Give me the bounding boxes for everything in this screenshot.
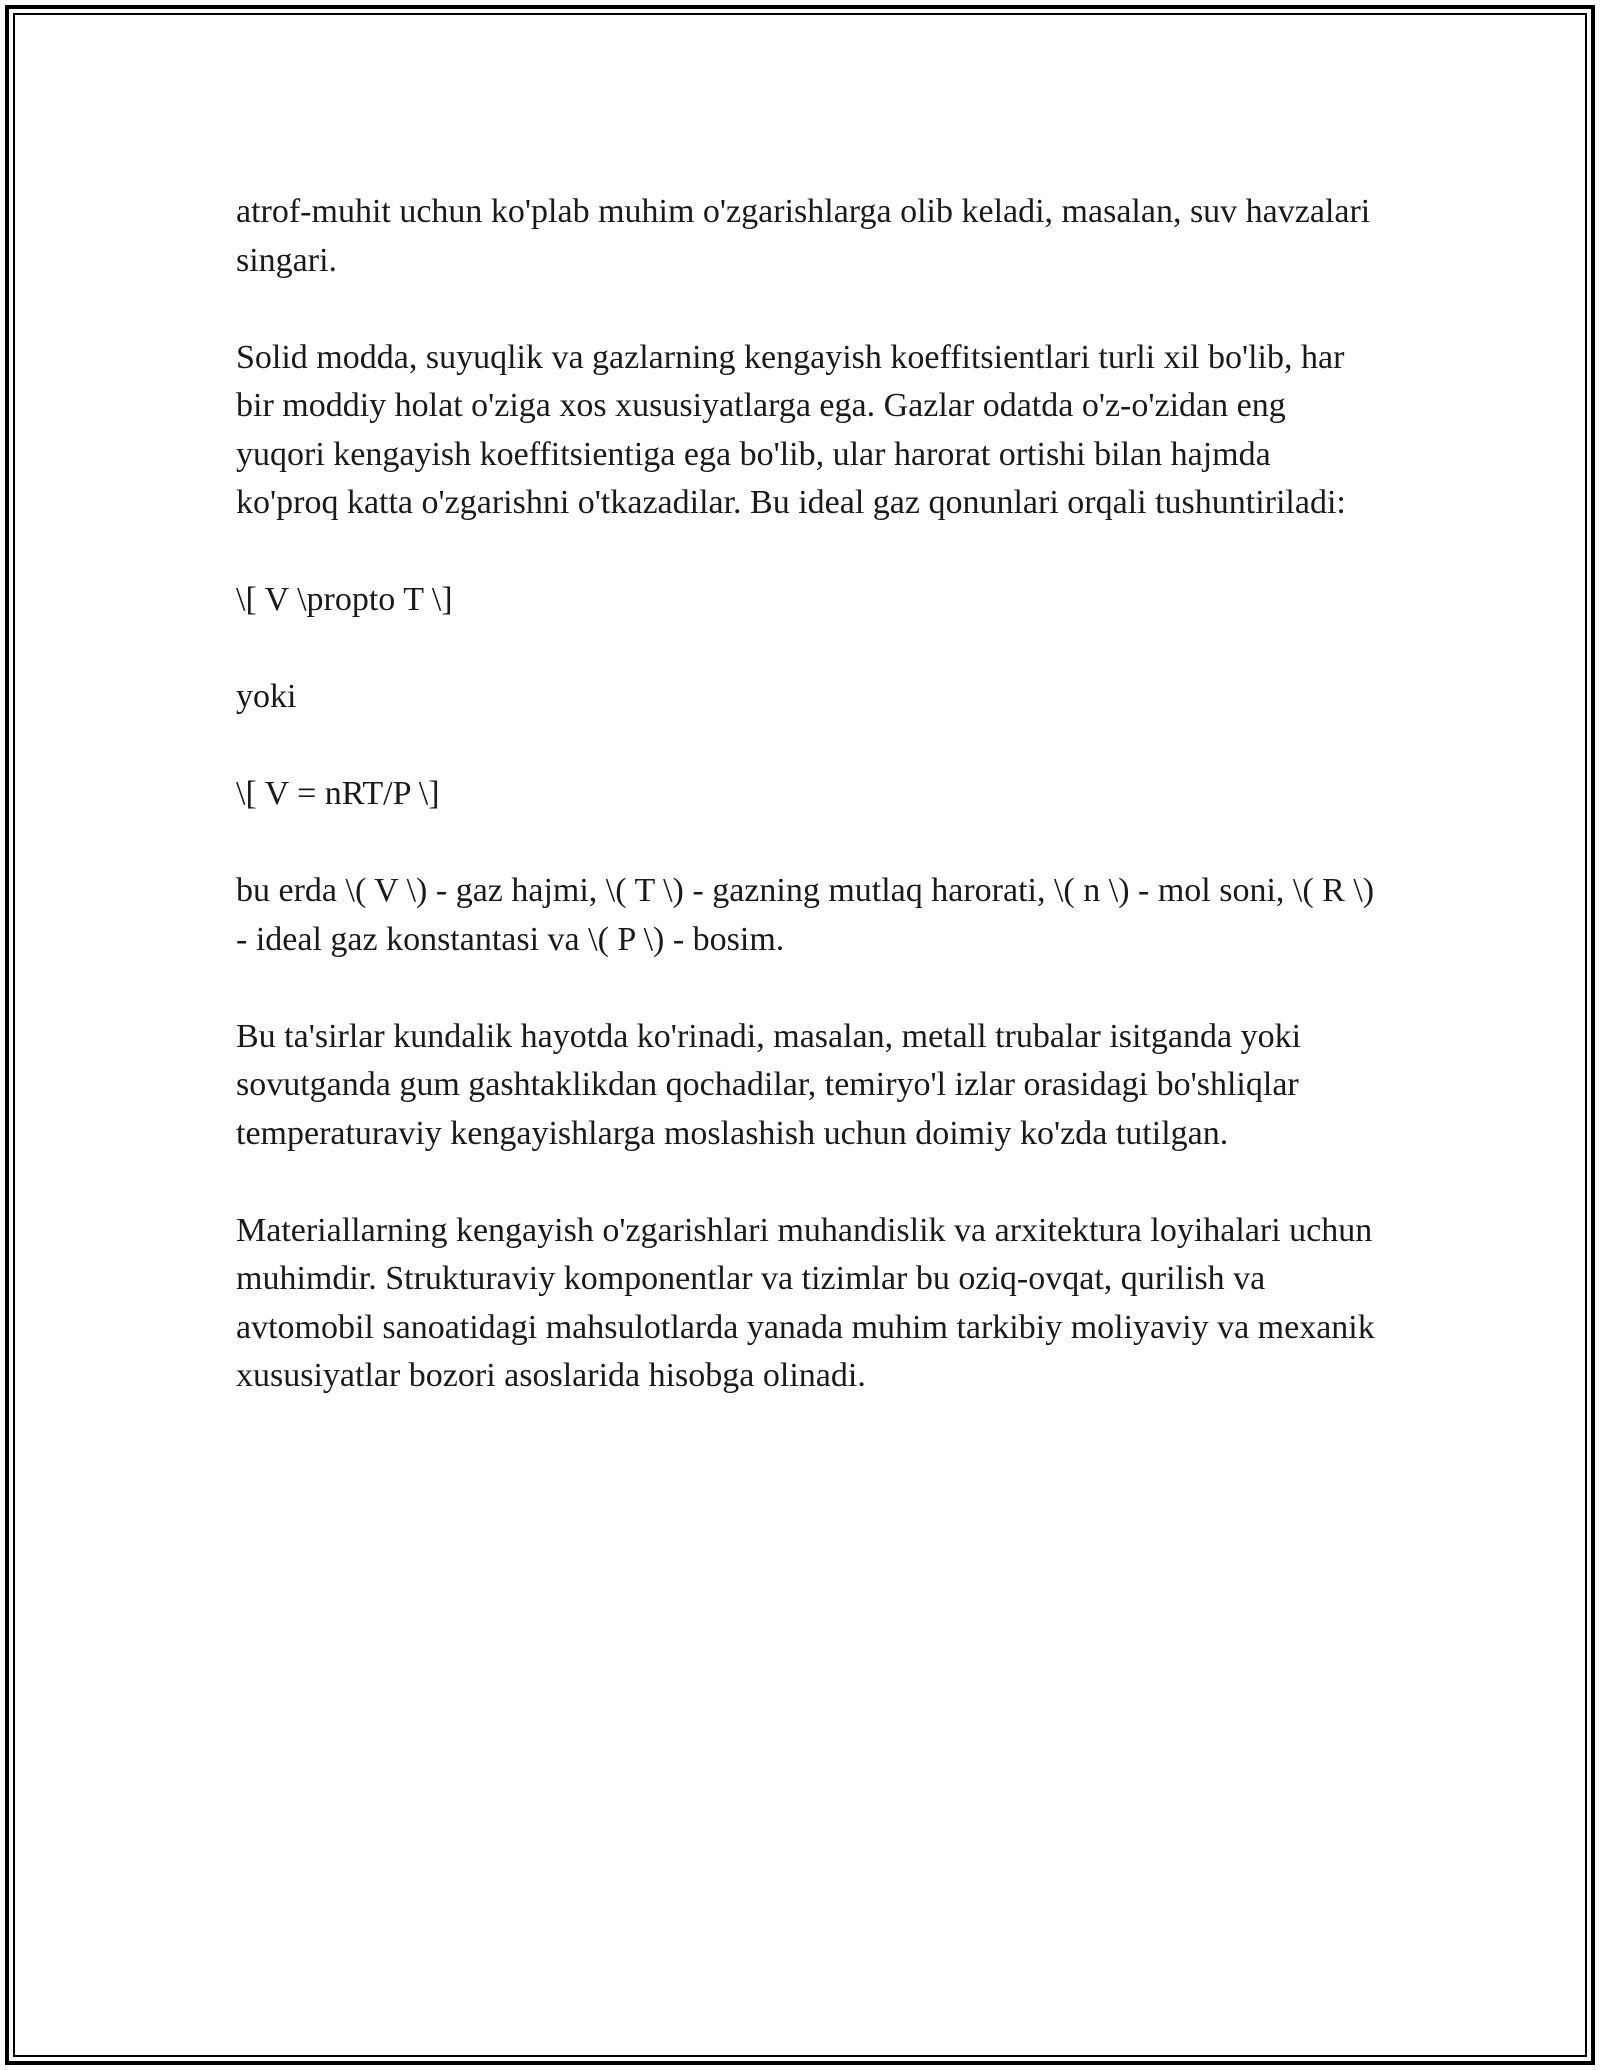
paragraph-engineering-importance: Materiallarning kengayish o'zgarishlari muhandislik va arxitektura loyihalari uchun muhimdir. Strukturaviy komponentlar va tizimlar bu oziq-ovqat, qurilish va avtomobil sanoatidagi mahsulotlarda yanada muhim tarkibiy moliyaviy va mexanik xususiyatlar bozori asoslarida hisobga olinadi. [236, 1211, 1375, 1394]
paragraph-variable-definitions: bu erda \( V \) - gaz hajmi, \( T \) - gazning mutlaq harorati, \( n \) - mol soni, \( R \) - ideal gaz konstantasi va \( P \) - bosim. [236, 872, 1375, 958]
formula-v-propto-t: \[ V \propto T \] [236, 581, 453, 618]
formula-ideal-gas: \[ V = nRT/P \] [236, 775, 440, 812]
paragraph-everyday-effects: Bu ta'sirlar kundalik hayotda ko'rinadi, masalan, metall trubalar isitganda yoki sovutganda gum gashtaklikdan qochadilar, temiryo'l izlar orasidagi bo'shliqlar temperaturaviy kengayishlarga moslashish uchun doimiy ko'zda tutilgan. [236, 1017, 1302, 1152]
paragraph-intro-continuation: atrof-muhit uchun ko'plab muhim o'zgarishlarga olib keladi, masalan, suv havzalari singari. [236, 193, 1371, 279]
document-body [236, 188, 1376, 1449]
paragraph-expansion-coefficients: Solid modda, suyuqlik va gazlarning kengayish koeffitsientlari turli xil bo'lib, har bir moddiy holat o'ziga xos xususiyatlarga ega. Gazlar odatda o'z-o'zidan eng yuqori kengayish koeffitsientiga ega bo'lib, ular harorat ortishi bilan hajmda ko'proq katta o'zgarishni o'tkazadilar. Bu ideal gaz qonunlari orqali tushuntiriladi: [236, 338, 1346, 521]
paragraph-yoki: yoki [236, 678, 297, 715]
